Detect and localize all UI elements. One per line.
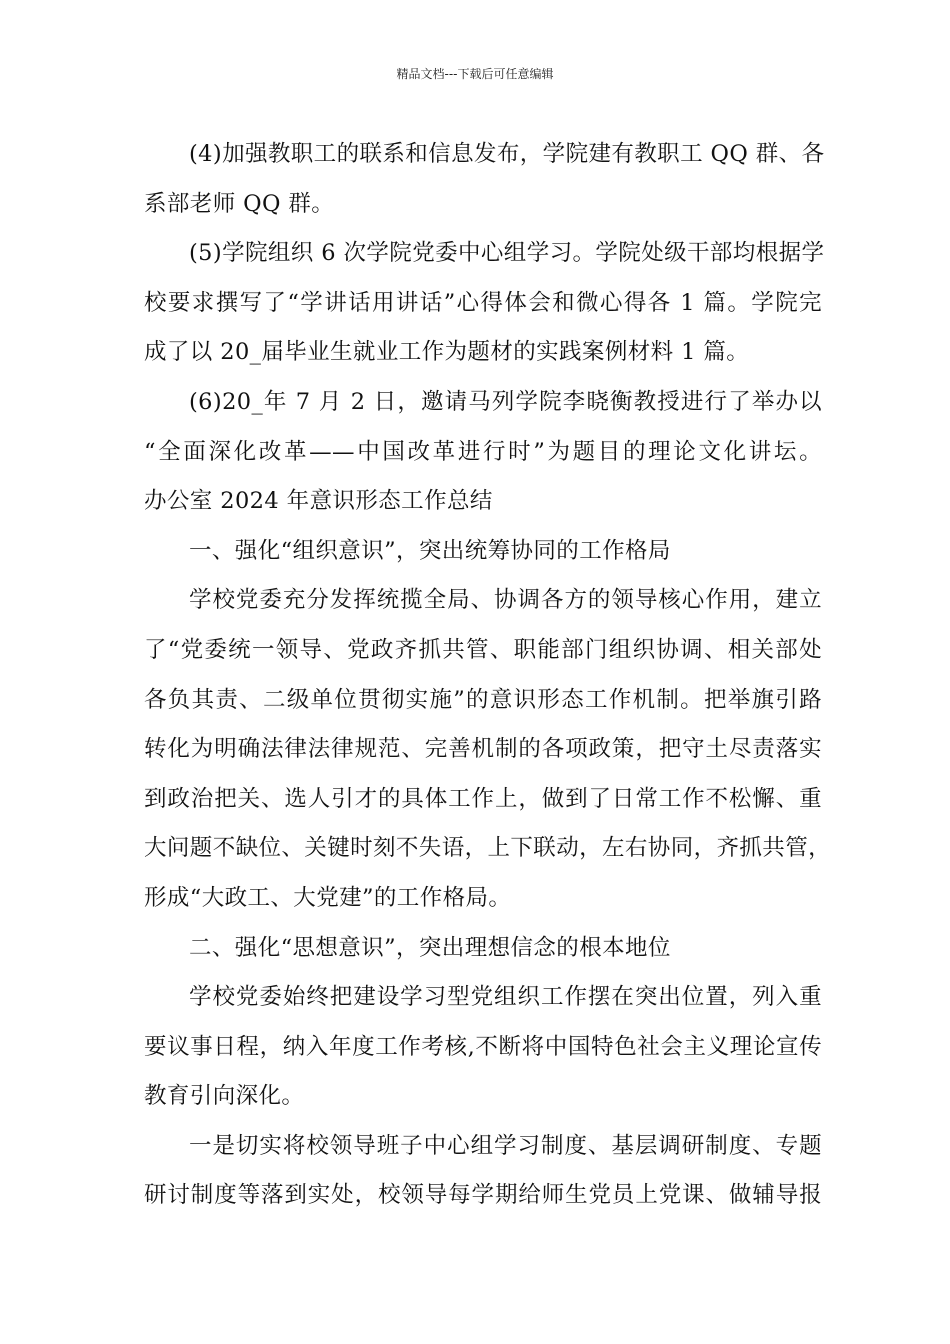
text-line: 教育引向深化。 <box>144 1083 305 1110</box>
text-line: 形成“大政工、大党建”的工作格局。 <box>144 884 512 911</box>
text-line: 大问题不缺位、关键时刻不失语，上下联动，左右协同，齐抓共管， <box>144 835 832 862</box>
page-header: 精品文档---下载后可任意编辑 <box>396 67 554 81</box>
text-line: 了“党委统一领导、党政齐抓共管、职能部门组织协调、相关部处 <box>144 636 822 663</box>
document-body <box>144 130 832 1221</box>
text-line: 系部老师 QQ 群。 <box>144 190 335 217</box>
text-line: 成了以 20_届毕业生就业工作为题材的实践案例材料 1 篇。 <box>144 339 750 366</box>
text-line: 校要求撰写了“学讲话用讲话”心得体会和微心得各 1 篇。学院完 <box>144 289 822 316</box>
text-line: 研讨制度等落到实处，校领导每学期给师生党员上党课、做辅导报 <box>144 1182 822 1209</box>
text-line: 到政治把关、选人引才的具体工作上，做到了日常工作不松懈、重 <box>144 785 822 812</box>
text-line: (6)20_年 7 月 2 日，邀请马列学院李晓衡教授进行了举办以 <box>189 388 822 415</box>
text-line: 转化为明确法律法律规范、完善机制的各项政策，把守土尽责落实 <box>144 736 822 763</box>
text-line: 办公室 2024 年意识形态工作总结 <box>144 488 493 515</box>
text-line: 二、强化“思想意识”，突出理想信念的根本地位 <box>189 934 671 961</box>
text-line: “全面深化改革——中国改革进行时”为题目的理论文化讲坛。 <box>144 438 822 465</box>
text-line: 要议事日程，纳入年度工作考核,不断将中国特色社会主义理论宣传 <box>144 1033 822 1060</box>
text-line: 一、强化“组织意识”，突出统筹协同的工作格局 <box>189 537 671 564</box>
text-line: (4)加强教职工的联系和信息发布，学院建有教职工 QQ 群、各 <box>189 141 825 167</box>
text-line: 各负其责、二级单位贯彻实施”的意识形态工作机制。把举旗引路 <box>144 686 822 713</box>
text-line: 学校党委充分发挥统揽全局、协调各方的领导核心作用，建立 <box>189 587 822 614</box>
text-line: 一是切实将校领导班子中心组学习制度、基层调研制度、专题 <box>189 1132 822 1159</box>
text-line: 学校党委始终把建设学习型党组织工作摆在突出位置，列入重 <box>189 984 822 1011</box>
text-line: (5)学院组织 6 次学院党委中心组学习。学院处级干部均根据学 <box>189 240 825 267</box>
